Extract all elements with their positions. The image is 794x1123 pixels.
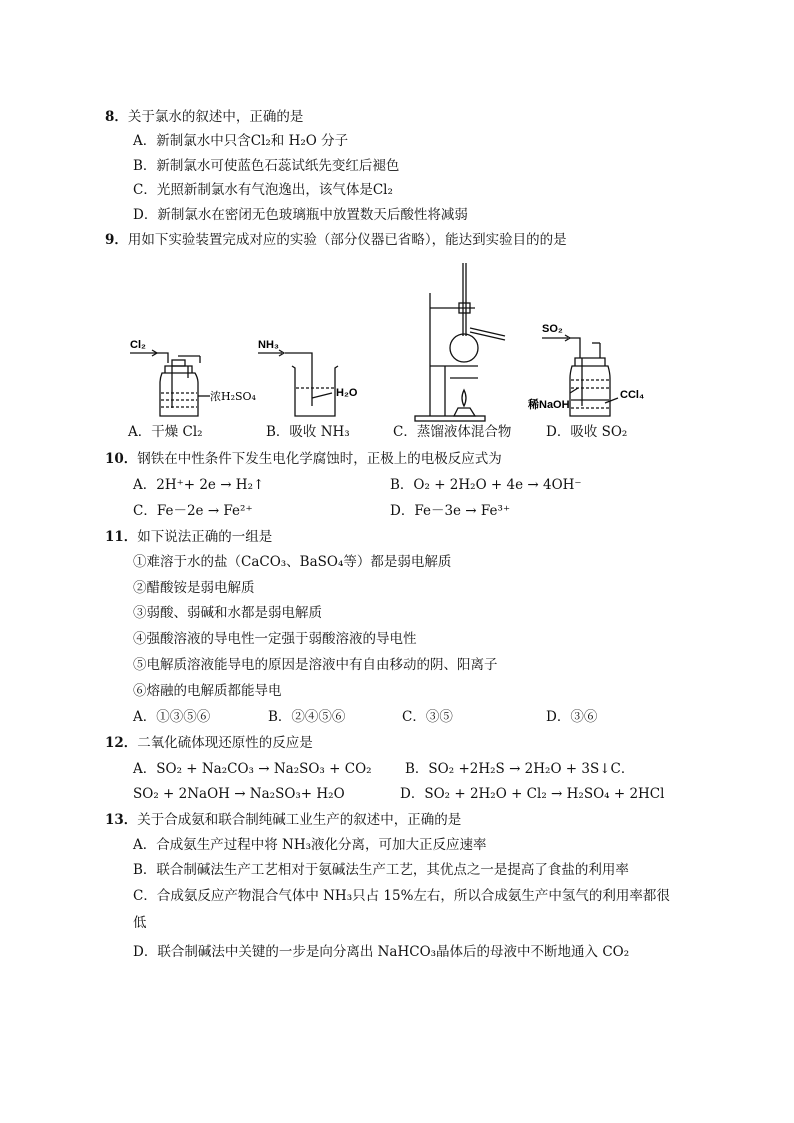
q13-option-c-line1: C．合成氨反应产物混合气体中 NH₃只占 15%左右，所以合成氨生产中氢气的利用率都很	[133, 888, 670, 904]
apparatus-d-reagent-ccl4-label: CCl₄	[620, 389, 645, 401]
q8-option-a: A．新制氯水中只含Cl₂和 H₂O 分子	[133, 133, 349, 149]
q9-option-c: C．蒸馏液体混合物	[393, 424, 512, 440]
q10-option-d: D．Fe－3e → Fe³⁺	[390, 503, 511, 519]
q11-option-a: A．①③⑤⑥	[133, 709, 211, 725]
q8-option-d: D．新制氯水在密闭无色玻璃瓶中放置数天后酸性将减弱	[133, 207, 468, 223]
q11-statement-4: ④强酸溶液的导电性一定强于弱酸溶液的导电性	[133, 631, 417, 647]
q13-option-b: B．联合制碱法生产工艺相对于氨碱法生产工艺，其优点之一是提高了食盐的利用率	[133, 862, 629, 878]
q11-statement-6: ⑥熔融的电解质都能导电	[133, 683, 282, 699]
q11-statement-3: ③弱酸、弱碱和水都是弱电解质	[133, 605, 322, 621]
q12-stem: 12．二氧化硫体现还原性的反应是	[105, 735, 313, 751]
q8-option-c: C．光照新制氯水有气泡逸出，该气体是Cl₂	[133, 182, 393, 198]
apparatus-d-reagent-naoh-label: 稀NaOH	[528, 399, 570, 411]
q11-statement-1: ①难溶于水的盐（CaCO₃、BaSO₄等）都是弱电解质	[133, 554, 452, 570]
q9-apparatus-diagram	[100, 248, 700, 423]
apparatus-b-beaker	[258, 350, 338, 416]
q11-statement-2: ②醋酸铵是弱电解质	[133, 580, 255, 596]
q11-statement-5: ⑤电解质溶液能导电的原因是溶液中有自由移动的阴、阳离子	[133, 657, 498, 673]
q10-option-c: C．Fe－2e → Fe²⁺	[133, 503, 253, 519]
q12-option-b: B．SO₂ +2H₂S → 2H₂O + 3S↓C．	[405, 761, 635, 777]
apparatus-a-wash-bottle	[130, 350, 210, 416]
q10-stem: 10．钢铁在中性条件下发生电化学腐蚀时，正极上的电极反应式为	[105, 451, 502, 467]
apparatus-d-gas-label: SO₂	[542, 323, 563, 335]
q13-option-a: A．合成氨生产过程中将 NH₃液化分离，可加大正反应速率	[133, 837, 487, 853]
q9-stem: 9．用如下实验装置完成对应的实验（部分仪器已省略），能达到实验目的的是	[105, 232, 567, 248]
q10-option-a: A．2H⁺+ 2e → H₂↑	[133, 477, 265, 493]
q10-option-b: B．O₂ + 2H₂O + 4e → 4OH⁻	[390, 477, 582, 493]
q13-stem: 13．关于合成氨和联合制纯碱工业生产的叙述中，正确的是	[105, 812, 462, 828]
q9-option-d: D．吸收 SO₂	[546, 424, 628, 440]
q11-option-c: C．③⑤	[402, 709, 453, 725]
apparatus-a-gas-label: Cl₂	[130, 339, 146, 351]
q12-option-d: D．SO₂ + 2H₂O + Cl₂ → H₂SO₄ + 2HCl	[400, 786, 665, 802]
apparatus-c-distillation	[415, 263, 505, 421]
apparatus-a-reagent-label: 浓H₂SO₄	[210, 390, 256, 403]
q11-stem: 11．如下说法正确的一组是	[105, 529, 273, 545]
q12-option-a: A．SO₂ + Na₂CO₃ → Na₂SO₃ + CO₂	[133, 761, 372, 777]
q9-option-a: A．干燥 Cl₂	[128, 424, 203, 440]
q8-option-b: B．新制氯水可使蓝色石蕊试纸先变红后褪色	[133, 158, 400, 174]
apparatus-b-reagent-label: H₂O	[336, 387, 358, 399]
q9-option-b: B．吸收 NH₃	[266, 424, 350, 440]
q13-option-c-line2: 低	[133, 915, 147, 931]
q8-stem: 8．关于氯水的叙述中，正确的是	[105, 109, 304, 125]
apparatus-b-gas-label: NH₃	[258, 339, 279, 351]
q11-option-b: B．②④⑤⑥	[268, 709, 346, 725]
q13-option-d: D．联合制碱法中关键的一步是向分离出 NaHCO₃晶体后的母液中不断地通入 CO₂	[133, 944, 630, 960]
q12-option-c: SO₂ + 2NaOH → Na₂SO₃+ H₂O	[133, 786, 345, 802]
q11-option-d: D．③⑥	[546, 709, 598, 725]
